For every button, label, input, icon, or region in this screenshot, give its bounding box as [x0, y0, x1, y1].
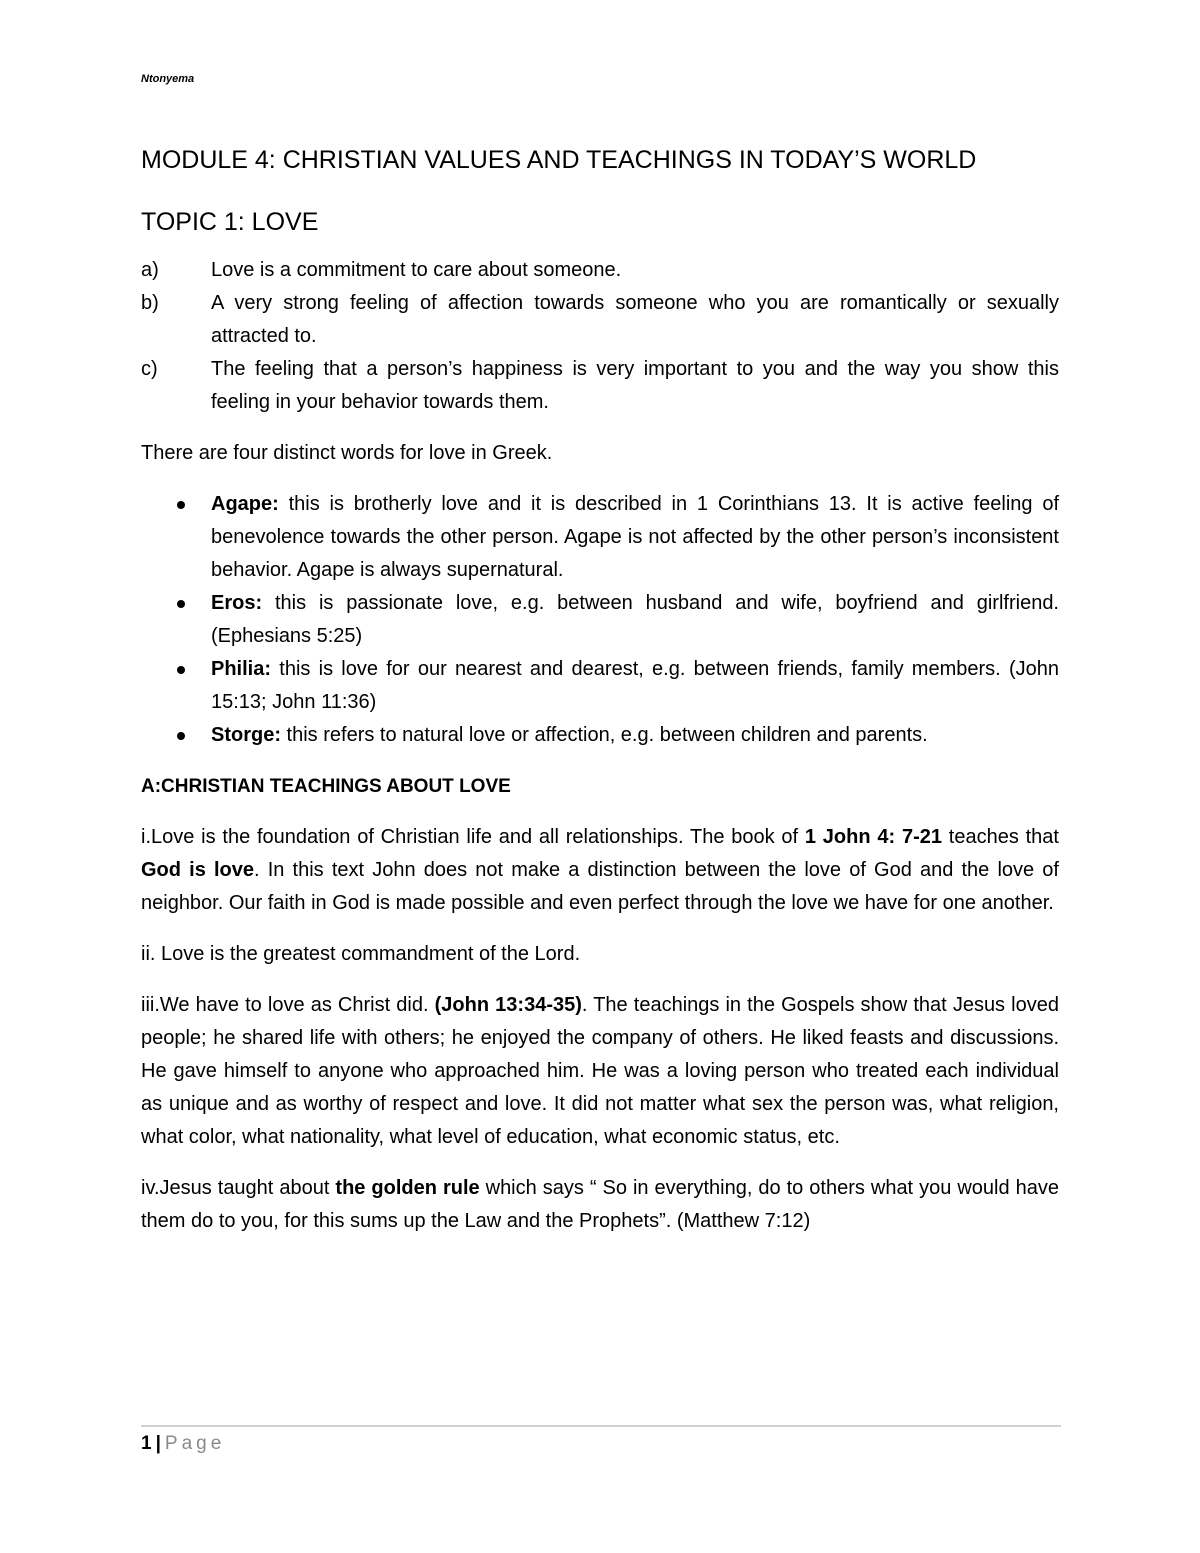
term-text: this is love for our nearest and dearest, e.g. between friends, family members. (John 15:13; John 11:36): [211, 658, 1059, 713]
teaching-text: which says “ So in everything, do to others what you would have them do to you, for this sums up the Law and the Prophets”. (Matthew 7:12): [141, 1177, 1059, 1232]
term-text: this is brotherly love and it is described in 1 Corinthians 13. It is active feeling of benevolence towards the other person. Agape is not affected by the other person’s inconsistent behavior. Agape is always supernatural.: [211, 493, 1059, 581]
teaching-text: teaches that: [941, 826, 1059, 848]
list-item: [141, 488, 1059, 587]
greek-intro: There are four distinct words for love in Greek.: [141, 442, 553, 464]
footer-separator: |: [155, 1433, 161, 1454]
teaching-text: . The teachings in the Gospels show that Jesus loved people; he shared life with others; he enjoyed the company of others. He liked feasts and discussions. He gave himself to anyone who approached him. He was a loving person who treated each individual as unique and as worthy of respect and love. It did not matter what sex the person was, what religion, what color, what nationality, what level of education, what economic status, etc.: [141, 994, 1059, 1148]
term-text: this is passionate love, e.g. between husband and wife, boyfriend and girlfriend. (Ephesians 5:25): [211, 592, 1059, 647]
teaching-text: i.Love is the foundation of Christian life and all relationships. The book of: [141, 826, 805, 848]
teaching-bold: the golden rule: [335, 1177, 480, 1199]
term-text: this refers to natural love or affection, e.g. between children and parents.: [281, 724, 928, 746]
teaching-ii: ii. Love is the greatest commandment of the Lord.: [141, 943, 581, 965]
section-heading: A:CHRISTIAN TEACHINGS ABOUT LOVE: [141, 776, 511, 797]
list-item: [141, 587, 1059, 653]
teaching-text: iv.Jesus taught about: [141, 1177, 336, 1199]
bullet-icon: [177, 666, 185, 674]
page-footer: [141, 1430, 225, 1458]
header-author: Ntonyema: [141, 73, 195, 85]
list-item: [141, 653, 1059, 719]
list-item: [141, 287, 1059, 353]
teaching-iii: [141, 989, 1059, 1154]
term-label: Eros:: [211, 592, 263, 614]
teaching-bold: God is love: [141, 859, 254, 881]
list-marker: a): [141, 259, 159, 281]
teaching-i: [141, 821, 1059, 920]
teaching-text: . In this text John does not make a distinction between the love of God and the love of neighbor. Our faith in God is made possible and even perfect through the love we have for one another.: [141, 859, 1059, 914]
teaching-bold: (John 13:34-35): [434, 994, 582, 1016]
definition-list: [141, 254, 1059, 419]
document-body: [141, 140, 1059, 1256]
list-item: [141, 254, 1059, 287]
list-marker: c): [141, 358, 158, 380]
bullet-icon: [177, 501, 185, 509]
page-label: Page: [164, 1433, 226, 1454]
term-label: Philia:: [211, 658, 272, 680]
page-number: 1: [141, 1433, 152, 1454]
bullet-icon: [177, 600, 185, 608]
list-item-text: A very strong feeling of affection towards someone who you are romantically or sexually attracted to.: [211, 292, 1059, 347]
greek-words-list: [141, 488, 1059, 752]
footer-divider: [141, 1425, 1061, 1427]
teaching-iv: [141, 1172, 1059, 1238]
list-item-text: Love is a commitment to care about someone.: [211, 259, 622, 281]
term-label: Storge:: [211, 724, 281, 746]
module-title: MODULE 4: CHRISTIAN VALUES AND TEACHINGS IN TODAY’S WORLD: [141, 146, 977, 174]
topic-title: TOPIC 1: LOVE: [141, 208, 319, 236]
teaching-text: iii.We have to love as Christ did.: [141, 994, 435, 1016]
bullet-icon: [177, 732, 185, 740]
term-label: Agape:: [211, 493, 279, 515]
list-item: [141, 353, 1059, 419]
teaching-bold: 1 John 4: 7-21: [804, 826, 942, 848]
list-item: [141, 719, 1059, 752]
list-marker: b): [141, 292, 159, 314]
list-item-text: The feeling that a person’s happiness is very important to you and the way you show this feeling in your behavior towards them.: [211, 358, 1059, 413]
